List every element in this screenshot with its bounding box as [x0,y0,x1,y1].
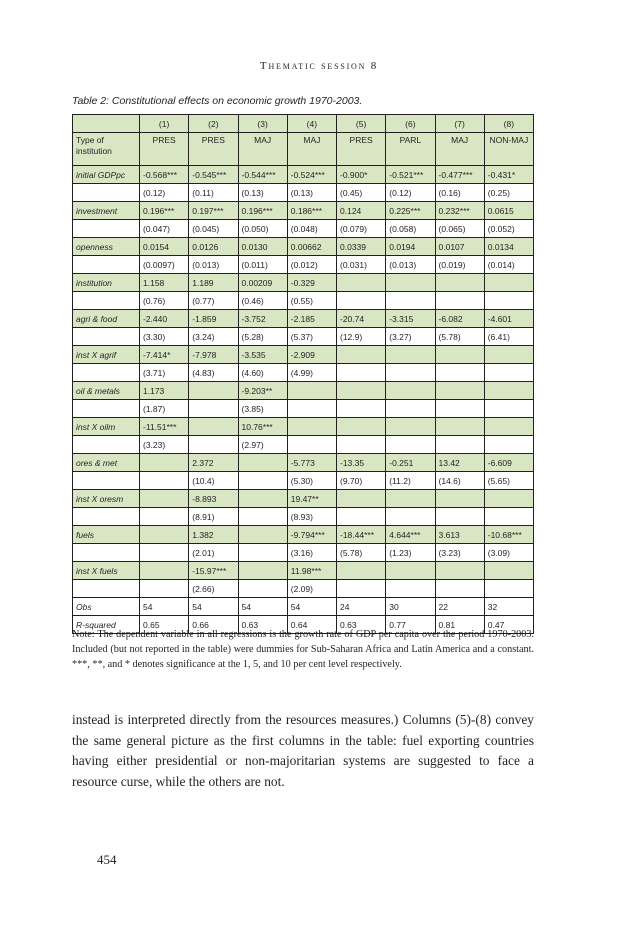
institution-type-row [73,133,534,166]
summary-cell: 0.77 [386,616,435,634]
coefficient-row [73,166,534,184]
coefficient-cell: -11.51*** [140,418,189,436]
standard-error-row [73,580,534,598]
standard-error-cell: (0.25) [484,184,533,202]
standard-error-cell: (0.16) [435,184,484,202]
summary-cell: 0.47 [484,616,533,634]
summary-label: Obs [73,598,140,616]
coefficient-cell [189,418,238,436]
coefficient-cell: -9.203** [238,382,287,400]
coefficient-row [73,418,534,436]
standard-error-cell [140,472,189,490]
coefficient-cell: -7.978 [189,346,238,364]
standard-error-cell [484,580,533,598]
coefficient-cell [140,454,189,472]
coefficient-cell: -6.082 [435,310,484,328]
standard-error-cell: (0.047) [140,220,189,238]
column-number: (6) [386,115,435,133]
coefficient-cell: 0.00209 [238,274,287,292]
coefficient-cell: -2.909 [287,346,336,364]
coefficient-cell: -0.900* [337,166,386,184]
summary-cell: 0.65 [140,616,189,634]
empty-label-cell [73,580,140,598]
coefficient-cell [435,418,484,436]
coefficient-cell: -6.609 [484,454,533,472]
standard-error-cell [435,508,484,526]
coefficient-row [73,274,534,292]
coefficient-cell: -0.431* [484,166,533,184]
coefficient-row [73,454,534,472]
coefficient-cell [386,418,435,436]
standard-error-row [73,436,534,454]
standard-error-cell [337,400,386,418]
standard-error-cell: (0.052) [484,220,533,238]
standard-error-cell: (11.2) [386,472,435,490]
coefficient-cell: 0.197*** [189,202,238,220]
coefficient-cell: 0.00662 [287,238,336,256]
variable-label: inst X oilm [73,418,140,436]
variable-label: fuels [73,526,140,544]
coefficient-cell [484,346,533,364]
coefficient-cell [287,382,336,400]
standard-error-cell: (2.97) [238,436,287,454]
standard-error-cell: (0.050) [238,220,287,238]
coefficient-cell: 0.0134 [484,238,533,256]
coefficient-cell [337,382,386,400]
standard-error-cell: (10.4) [189,472,238,490]
standard-error-cell: (0.013) [189,256,238,274]
standard-error-row [73,508,534,526]
coefficient-cell: -15.97*** [189,562,238,580]
standard-error-cell: (0.11) [189,184,238,202]
standard-error-cell: (1.23) [386,544,435,562]
regression-table [72,114,534,634]
standard-error-cell: (0.46) [238,292,287,310]
summary-cell: 0.63 [238,616,287,634]
standard-error-cell: (8.93) [287,508,336,526]
coefficient-cell: -0.544*** [238,166,287,184]
coefficient-cell: 1.173 [140,382,189,400]
coefficient-cell [435,274,484,292]
coefficient-cell: -0.251 [386,454,435,472]
standard-error-cell: (14.6) [435,472,484,490]
coefficient-cell [484,274,533,292]
coefficient-cell: -0.545*** [189,166,238,184]
coefficient-cell [435,562,484,580]
institution-label: MAJ [435,133,484,166]
institution-label: PRES [140,133,189,166]
standard-error-cell [287,400,336,418]
coefficient-cell [337,562,386,580]
coefficient-cell: -4.601 [484,310,533,328]
coefficient-cell: -0.524*** [287,166,336,184]
variable-label: inst X agrif [73,346,140,364]
column-number: (8) [484,115,533,133]
standard-error-cell: (3.85) [238,400,287,418]
summary-cell: 0.63 [337,616,386,634]
coefficient-cell: 0.0194 [386,238,435,256]
coefficient-cell: -0.568*** [140,166,189,184]
column-number: (1) [140,115,189,133]
coefficient-cell: -0.329 [287,274,336,292]
coefficient-cell: 0.186*** [287,202,336,220]
coefficient-cell: 0.0615 [484,202,533,220]
standard-error-cell: (0.76) [140,292,189,310]
coefficient-cell: 13.42 [435,454,484,472]
coefficient-cell [189,382,238,400]
empty-label-cell [73,400,140,418]
empty-label-cell [73,436,140,454]
coefficient-cell: -3.752 [238,310,287,328]
standard-error-cell: (2.09) [287,580,336,598]
standard-error-cell: (5.65) [484,472,533,490]
empty-label-cell [73,472,140,490]
summary-cell: 0.64 [287,616,336,634]
coefficient-cell [386,274,435,292]
empty-label-cell [73,184,140,202]
institution-label: PARL [386,133,435,166]
coefficient-cell: -3.315 [386,310,435,328]
standard-error-cell: (4.60) [238,364,287,382]
standard-error-cell [435,436,484,454]
summary-cell: 0.66 [189,616,238,634]
coefficient-cell: 0.124 [337,202,386,220]
coefficient-cell: 0.232*** [435,202,484,220]
coefficient-cell [337,274,386,292]
coefficient-cell [484,418,533,436]
coefficient-row [73,526,534,544]
empty-label-cell [73,508,140,526]
coefficient-cell: 1.158 [140,274,189,292]
standard-error-row [73,364,534,382]
standard-error-cell [386,292,435,310]
summary-cell: 24 [337,598,386,616]
variable-label: openness [73,238,140,256]
standard-error-cell: (3.27) [386,328,435,346]
standard-error-cell: (0.048) [287,220,336,238]
coefficient-row [73,562,534,580]
standard-error-row [73,400,534,418]
coefficient-cell: -0.521*** [386,166,435,184]
standard-error-cell [238,580,287,598]
coefficient-row [73,202,534,220]
column-number-row [73,115,534,133]
standard-error-cell [435,364,484,382]
coefficient-cell [386,490,435,508]
standard-error-cell: (3.71) [140,364,189,382]
standard-error-cell [484,364,533,382]
table-caption: Table 2: Constitutional effects on economic growth 1970-2003. [72,95,363,107]
institution-label: PRES [189,133,238,166]
empty-label-cell [73,256,140,274]
coefficient-cell [238,562,287,580]
standard-error-cell [189,400,238,418]
coefficient-cell: -1.859 [189,310,238,328]
coefficient-cell: -7.414* [140,346,189,364]
summary-label: R-squared [73,616,140,634]
standard-error-cell [140,508,189,526]
summary-cell: 32 [484,598,533,616]
coefficient-cell [287,418,336,436]
coefficient-row [73,490,534,508]
coefficient-cell: 0.196*** [140,202,189,220]
standard-error-cell [386,508,435,526]
coefficient-cell: 0.0339 [337,238,386,256]
standard-error-cell: (0.013) [386,256,435,274]
standard-error-cell [386,580,435,598]
standard-error-cell: (4.83) [189,364,238,382]
coefficient-cell [337,490,386,508]
standard-error-cell [386,364,435,382]
coefficient-cell: -8.893 [189,490,238,508]
standard-error-cell: (0.079) [337,220,386,238]
coefficient-cell: 0.0126 [189,238,238,256]
standard-error-cell: (0.011) [238,256,287,274]
standard-error-cell: (6.41) [484,328,533,346]
coefficient-cell: -20.74 [337,310,386,328]
coefficient-cell: -10.68*** [484,526,533,544]
standard-error-cell: (3.23) [435,544,484,562]
standard-error-cell: (0.12) [140,184,189,202]
standard-error-cell [238,472,287,490]
standard-error-cell: (2.01) [189,544,238,562]
standard-error-cell: (0.55) [287,292,336,310]
standard-error-cell [337,436,386,454]
coefficient-cell: 1.382 [189,526,238,544]
coefficient-cell: -2.185 [287,310,336,328]
standard-error-cell: (5.28) [238,328,287,346]
standard-error-cell [287,436,336,454]
standard-error-cell [484,508,533,526]
standard-error-cell [337,580,386,598]
standard-error-cell: (0.012) [287,256,336,274]
summary-cell: 0.81 [435,616,484,634]
variable-label: ores & met [73,454,140,472]
coefficient-cell: -0.477*** [435,166,484,184]
coefficient-cell [337,346,386,364]
coefficient-row [73,346,534,364]
variable-label: inst X fuels [73,562,140,580]
coefficient-cell: 1.189 [189,274,238,292]
standard-error-cell: (0.45) [337,184,386,202]
coefficient-row [73,310,534,328]
empty-label-cell [73,328,140,346]
column-number: (2) [189,115,238,133]
standard-error-cell [484,292,533,310]
institution-label: NON-MAJ [484,133,533,166]
coefficient-cell: -13.35 [337,454,386,472]
standard-error-cell: (0.0097) [140,256,189,274]
standard-error-cell [189,436,238,454]
coefficient-cell: 0.225*** [386,202,435,220]
standard-error-cell: (3.24) [189,328,238,346]
standard-error-cell: (5.37) [287,328,336,346]
column-number: (7) [435,115,484,133]
coefficient-row [73,238,534,256]
standard-error-cell [435,292,484,310]
standard-error-cell [435,580,484,598]
standard-error-cell [484,436,533,454]
standard-error-cell [238,508,287,526]
coefficient-cell [484,490,533,508]
standard-error-cell: (0.031) [337,256,386,274]
summary-cell: 54 [189,598,238,616]
institution-label: MAJ [238,133,287,166]
coefficient-cell [484,382,533,400]
table-body [73,166,534,634]
variable-label: initial GDPpc [73,166,140,184]
coefficient-cell: -18.44*** [337,526,386,544]
standard-error-cell [140,544,189,562]
standard-error-cell: (3.16) [287,544,336,562]
institution-label: MAJ [287,133,336,166]
standard-error-cell [386,400,435,418]
coefficient-cell: 0.0130 [238,238,287,256]
standard-error-cell [337,292,386,310]
standard-error-cell [337,508,386,526]
page-number: 454 [97,852,117,867]
coefficient-cell: -3.535 [238,346,287,364]
standard-error-row [73,544,534,562]
coefficient-cell: -9.794*** [287,526,336,544]
standard-error-cell: (0.019) [435,256,484,274]
standard-error-cell: (3.30) [140,328,189,346]
standard-error-cell [140,580,189,598]
coefficient-cell [435,346,484,364]
empty-label-cell [73,292,140,310]
summary-cell: 54 [287,598,336,616]
coefficient-cell [238,454,287,472]
body-paragraph: instead is interpreted directly from the resources measures.) Columns (5)-(8) convey the same general picture as the first columns in the table: fuel exporting countries having either presidential or non-majoritarian systems are suggested to face a resource curse, while the others are not. [72,712,534,789]
coefficient-cell [140,526,189,544]
empty-label-cell [73,220,140,238]
summary-cell: 22 [435,598,484,616]
variable-label: oil & metals [73,382,140,400]
coefficient-cell: 10.76*** [238,418,287,436]
coefficient-cell: 11.98*** [287,562,336,580]
standard-error-cell: (12.9) [337,328,386,346]
standard-error-row [73,328,534,346]
standard-error-cell: (0.13) [287,184,336,202]
standard-error-cell: (5.30) [287,472,336,490]
coefficient-cell: 3.613 [435,526,484,544]
standard-error-cell: (0.058) [386,220,435,238]
running-head: Thematic session 8 [259,60,379,72]
summary-cell: 30 [386,598,435,616]
standard-error-cell: (8.91) [189,508,238,526]
coefficient-cell: 0.0154 [140,238,189,256]
coefficient-row [73,382,534,400]
coefficient-cell [386,562,435,580]
institution-label: PRES [337,133,386,166]
column-number: (5) [337,115,386,133]
variable-label: institution [73,274,140,292]
coefficient-cell: 19.47** [287,490,336,508]
variable-label: investment [73,202,140,220]
column-number: (4) [287,115,336,133]
standard-error-cell: (3.23) [140,436,189,454]
column-number: (3) [238,115,287,133]
standard-error-cell: (3.09) [484,544,533,562]
standard-error-cell: (9.70) [337,472,386,490]
standard-error-row [73,220,534,238]
standard-error-cell: (4.99) [287,364,336,382]
standard-error-cell [435,400,484,418]
variable-label: agri & food [73,310,140,328]
summary-cell: 54 [238,598,287,616]
coefficient-cell [484,562,533,580]
standard-error-cell [386,436,435,454]
coefficient-cell [238,526,287,544]
standard-error-cell: (0.77) [189,292,238,310]
coefficient-cell: 0.0107 [435,238,484,256]
standard-error-cell [484,400,533,418]
coefficient-cell [386,346,435,364]
empty-label-cell [73,364,140,382]
table-note: Note: The dependent variable in all regressions is the growth rate of GDP per capita over the period 1970-2003. Included (but not reported in the table) were dummies for Sub-Saharan Africa and Latin America and a constant. ***, **, and * denotes significance at the 1, 5, and 10 per cent level respectively. [72,629,534,670]
standard-error-row [73,292,534,310]
coefficient-cell [435,382,484,400]
coefficient-cell: 0.196*** [238,202,287,220]
coefficient-cell [238,490,287,508]
corner-cell [73,115,140,133]
standard-error-cell: (5.78) [337,544,386,562]
standard-error-cell: (5.78) [435,328,484,346]
coefficient-cell: -5.773 [287,454,336,472]
coefficient-cell [386,382,435,400]
coefficient-cell [435,490,484,508]
empty-label-cell [73,544,140,562]
standard-error-cell [238,544,287,562]
coefficient-cell: 4.644*** [386,526,435,544]
summary-cell: 54 [140,598,189,616]
summary-row [73,598,534,616]
type-of-institution-header: Type of institution [73,133,140,166]
standard-error-cell: (0.045) [189,220,238,238]
coefficient-cell [140,562,189,580]
variable-label: inst X oresm [73,490,140,508]
coefficient-cell [337,418,386,436]
standard-error-cell: (0.12) [386,184,435,202]
standard-error-cell: (0.13) [238,184,287,202]
standard-error-cell [337,364,386,382]
standard-error-row [73,472,534,490]
coefficient-cell: -2.440 [140,310,189,328]
coefficient-cell [140,490,189,508]
coefficient-cell: 2.372 [189,454,238,472]
standard-error-row [73,256,534,274]
standard-error-row [73,184,534,202]
standard-error-cell: (2.66) [189,580,238,598]
standard-error-cell: (0.014) [484,256,533,274]
standard-error-cell: (0.065) [435,220,484,238]
standard-error-cell: (1.87) [140,400,189,418]
